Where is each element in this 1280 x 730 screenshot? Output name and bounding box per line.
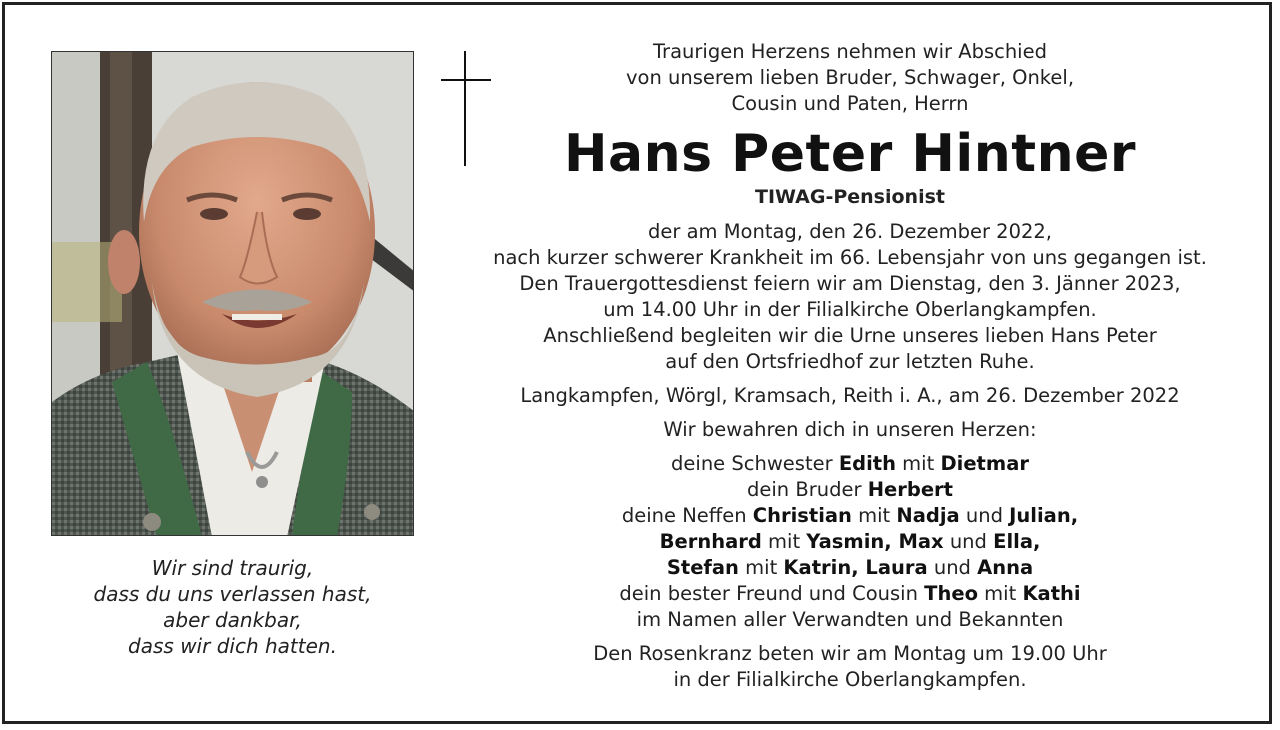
mourner-line-nephew3: Stefan mit Katrin, Laura und Anna bbox=[666, 556, 1034, 579]
obituary-text bbox=[475, 39, 1225, 693]
mourners-intro: Wir bewahren dich in unseren Herzen: bbox=[663, 418, 1037, 441]
body-line: der am Montag, den 26. Dezember 2022, bbox=[647, 220, 1052, 243]
intro-line: Cousin und Paten, Herrn bbox=[731, 92, 969, 115]
quote-line: dass wir dich hatten. bbox=[128, 634, 337, 658]
mourner-line-brother: dein Bruder Herbert bbox=[747, 478, 953, 501]
intro-line: von unserem lieben Bruder, Schwager, Onkel, bbox=[625, 66, 1075, 89]
mourner-line-nephew2: Bernhard mit Yasmin, Max und Ella, bbox=[659, 530, 1041, 553]
quote-line: dass du uns verlassen hast, bbox=[93, 582, 372, 606]
body-line: Den Trauergottesdienst feiern wir am Dienstag, den 3. Jänner 2023, bbox=[519, 272, 1181, 295]
intro-line: Traurigen Herzens nehmen wir Abschied bbox=[653, 40, 1047, 63]
deceased-occupation: TIWAG-Pensionist bbox=[755, 186, 945, 208]
quote-line: aber dankbar, bbox=[163, 608, 302, 632]
body-line: auf den Ortsfriedhof zur letzten Ruhe. bbox=[665, 350, 1035, 373]
rosary-line: Den Rosenkranz beten wir am Montag um 19.00 Uhr bbox=[593, 642, 1107, 665]
mourner-line-sister: deine Schwester Edith mit Dietmar bbox=[671, 452, 1029, 475]
portrait-photo bbox=[51, 51, 414, 536]
body-line: nach kurzer schwerer Krankheit im 66. Lebensjahr von uns gegangen ist. bbox=[493, 246, 1207, 269]
obituary-card bbox=[2, 2, 1272, 724]
memorial-quote bbox=[51, 555, 414, 659]
quote-line: Wir sind traurig, bbox=[151, 556, 314, 580]
body-line: um 14.00 Uhr in der Filialkirche Oberlangkampfen. bbox=[603, 298, 1097, 321]
body-line: Anschließend begleiten wir die Urne unseres lieben Hans Peter bbox=[543, 324, 1157, 347]
rosary-line: in der Filialkirche Oberlangkampfen. bbox=[673, 668, 1027, 691]
place-date: Langkampfen, Wörgl, Kramsach, Reith i. A., am 26. Dezember 2022 bbox=[520, 384, 1180, 407]
mourner-line-relatives: im Namen aller Verwandten und Bekannten bbox=[636, 608, 1064, 631]
mourner-line-friend: dein bester Freund und Cousin Theo mit Kathi bbox=[619, 582, 1081, 605]
mourner-line-nephew1: deine Neffen Christian mit Nadja und Julian, bbox=[621, 504, 1079, 527]
deceased-name: Hans Peter Hintner bbox=[563, 124, 1137, 184]
